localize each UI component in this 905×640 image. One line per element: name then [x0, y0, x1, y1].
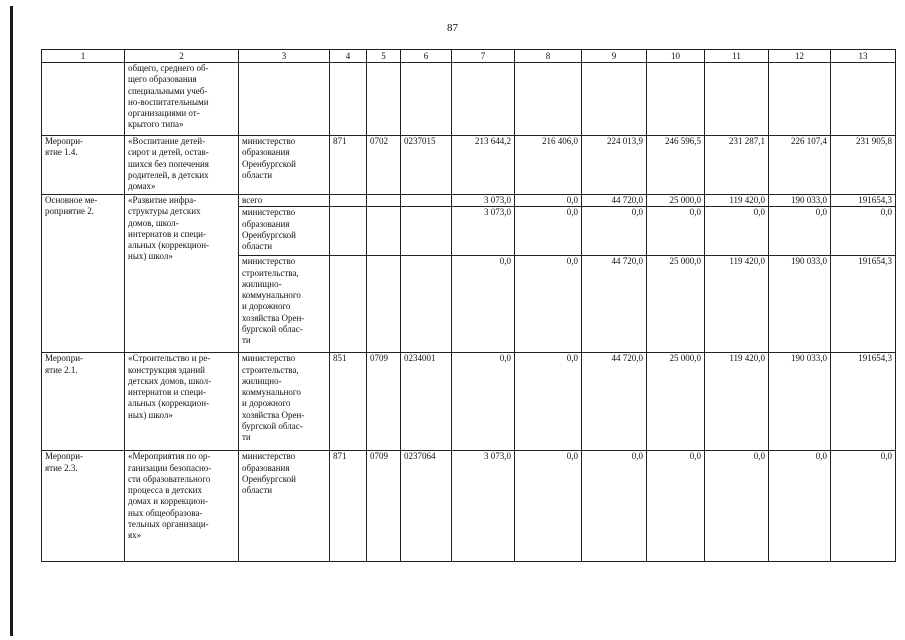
column-header: 6 — [401, 50, 452, 63]
grbs-code: 871 — [330, 136, 367, 195]
value-cell: 0,0 — [582, 451, 647, 562]
column-header: 2 — [125, 50, 239, 63]
value-cell: 3 073,0 — [452, 207, 515, 256]
value-cell: 231 905,8 — [831, 136, 896, 195]
table-row — [42, 195, 896, 207]
row-description: «Развитие инфра- структуры детских домов, школ- интернатов и специ- альных (коррекцион- ных) школ» — [125, 195, 239, 353]
value-cell: 191654,3 — [831, 195, 896, 207]
column-header: 12 — [769, 50, 831, 63]
value-cell: 190 033,0 — [769, 353, 831, 451]
value-cell: 216 406,0 — [515, 136, 582, 195]
value-cell: 25 000,0 — [647, 195, 705, 207]
rzpr-code: 0702 — [367, 136, 401, 195]
value-cell: 0,0 — [647, 451, 705, 562]
value-cell: 0,0 — [705, 451, 769, 562]
value-cell: 3 073,0 — [452, 451, 515, 562]
value-cell: 0,0 — [769, 451, 831, 562]
value-cell: 0,0 — [647, 207, 705, 256]
value-cell: 224 013,9 — [582, 136, 647, 195]
table-row-continuation — [42, 63, 896, 136]
value-cell: 119 420,0 — [705, 353, 769, 451]
column-header: 7 — [452, 50, 515, 63]
table-row — [42, 353, 896, 451]
column-header: 3 — [239, 50, 330, 63]
value-cell: 190 033,0 — [769, 256, 831, 353]
value-cell: 191654,3 — [831, 256, 896, 353]
rzpr-code: 0709 — [367, 451, 401, 562]
value-cell: 213 644,2 — [452, 136, 515, 195]
grbs-code: 851 — [330, 353, 367, 451]
value-cell: 3 073,0 — [452, 195, 515, 207]
value-cell: 191654,3 — [831, 353, 896, 451]
row-description: общего, среднего об- щего образования специальными учеб- но-воспитательными организациями от- крытого типа» — [125, 63, 239, 136]
value-cell: 0,0 — [769, 207, 831, 256]
value-cell: 0,0 — [515, 207, 582, 256]
value-cell: 0,0 — [831, 451, 896, 562]
value-cell: 0,0 — [582, 207, 647, 256]
value-cell: 0,0 — [452, 353, 515, 451]
header-row — [42, 50, 896, 63]
value-cell: 226 107,4 — [769, 136, 831, 195]
row-organization: всего — [239, 195, 330, 207]
value-cell: 0,0 — [705, 207, 769, 256]
value-cell: 0,0 — [515, 451, 582, 562]
row-organization: министерство строительства, жилищно- коммунального и дорожного хозяйства Орен- бургской облас- ти — [239, 353, 330, 451]
value-cell: 0,0 — [515, 353, 582, 451]
binding-edge — [10, 6, 13, 636]
column-header: 11 — [705, 50, 769, 63]
row-description: «Мероприятия по ор- ганизации безопасно- сти образовательного процесса в детских домах и коррекцион- ных общеобразова- тельных организаци- ях» — [125, 451, 239, 562]
column-header: 4 — [330, 50, 367, 63]
column-header: 5 — [367, 50, 401, 63]
value-cell: 0,0 — [831, 207, 896, 256]
table-row — [42, 136, 896, 195]
budget-table — [41, 49, 896, 562]
value-cell: 0,0 — [515, 256, 582, 353]
row-organization: министерство образования Оренбургской области — [239, 451, 330, 562]
value-cell: 25 000,0 — [647, 256, 705, 353]
csr-code: 0237064 — [401, 451, 452, 562]
page-number: 87 — [447, 22, 458, 34]
value-cell: 25 000,0 — [647, 353, 705, 451]
rzpr-code: 0709 — [367, 353, 401, 451]
row-description: «Воспитание детей- сирот и детей, остав- шихся без попечения родителей, в детских домах» — [125, 136, 239, 195]
csr-code: 0237015 — [401, 136, 452, 195]
value-cell: 190 033,0 — [769, 195, 831, 207]
row-description: «Строительство и ре- конструкция зданий детских домов, школ- интернатов и специ- альных (коррекцион- ных) школ» — [125, 353, 239, 451]
row-label: Меропри- ятие 2.3. — [42, 451, 125, 562]
grbs-code: 871 — [330, 451, 367, 562]
value-cell: 0,0 — [515, 195, 582, 207]
value-cell: 0,0 — [452, 256, 515, 353]
value-cell: 231 287,1 — [705, 136, 769, 195]
value-cell: 119 420,0 — [705, 256, 769, 353]
column-header: 9 — [582, 50, 647, 63]
row-label: Меропри- ятие 2.1. — [42, 353, 125, 451]
row-organization: министерство строительства, жилищно- коммунального и дорожного хозяйства Орен- бургской облас- ти — [239, 256, 330, 353]
value-cell: 246 596,5 — [647, 136, 705, 195]
column-header: 8 — [515, 50, 582, 63]
column-header: 1 — [42, 50, 125, 63]
value-cell: 44 720,0 — [582, 353, 647, 451]
table-row — [42, 451, 896, 562]
row-organization: министерство образования Оренбургской области — [239, 207, 330, 256]
row-label: Основное ме- роприятие 2. — [42, 195, 125, 353]
row-organization: министерство образования Оренбургской области — [239, 136, 330, 195]
value-cell: 44 720,0 — [582, 195, 647, 207]
column-header: 13 — [831, 50, 896, 63]
csr-code: 0234001 — [401, 353, 452, 451]
value-cell: 119 420,0 — [705, 195, 769, 207]
column-header: 10 — [647, 50, 705, 63]
value-cell: 44 720,0 — [582, 256, 647, 353]
row-label: Меропри- ятие 1.4. — [42, 136, 125, 195]
